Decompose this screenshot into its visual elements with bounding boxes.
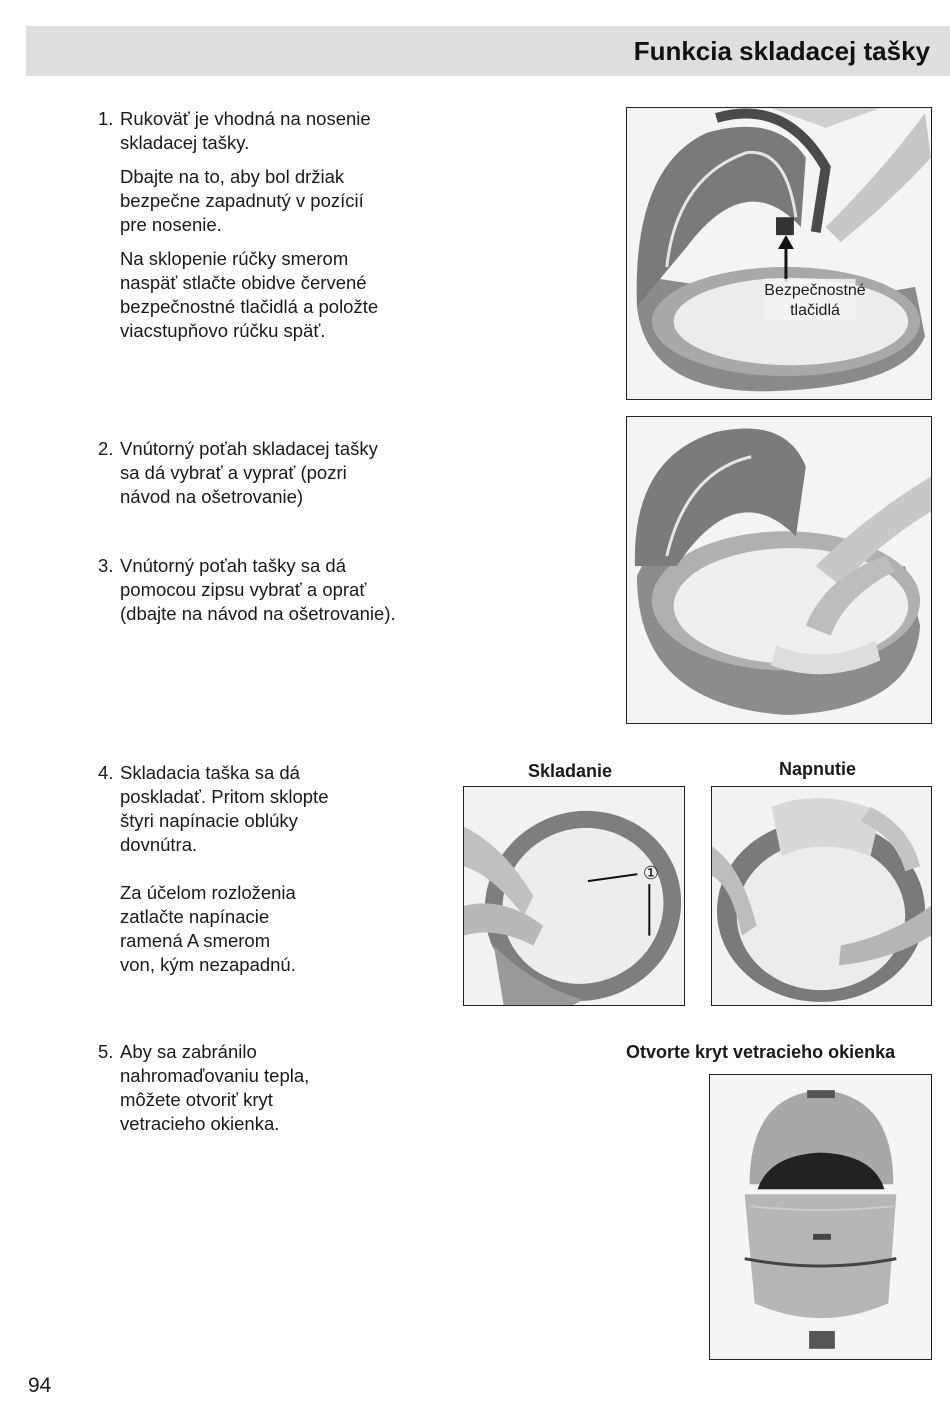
inner-cover-removal-photo <box>626 416 932 724</box>
carrycot-handle-photo <box>626 107 932 400</box>
step-paragraph: Za účelom rozloženia zatlačte napínacie ramená A smerom von, kým nezapadnú. <box>120 882 296 975</box>
page-header-bar <box>26 26 950 76</box>
step-paragraph: Skladacia taška sa dá poskladať. Pritom sklopte štyri napínacie oblúky dovnútra. <box>120 762 329 855</box>
safety-buttons-label: Bezpečnostné tlačidlá <box>764 282 866 319</box>
step-paragraph: Rukoväť je vhodná na nosenie skladacej tašky. <box>120 108 371 153</box>
carrycot-handle-illustration <box>627 108 931 399</box>
instruction-step-5 <box>98 1040 358 1146</box>
tensioning-illustration <box>712 787 931 1005</box>
page-number: 94 <box>28 1374 52 1397</box>
folding-photo <box>463 786 685 1006</box>
instruction-step-1 <box>98 107 388 353</box>
step-number: 3. <box>98 555 114 576</box>
step-number: 4. <box>98 762 114 783</box>
vent-window-illustration <box>710 1075 931 1359</box>
step-paragraph: Aby sa zabránilo nahromaďovaniu tepla, môžete otvoriť kryt vetracieho okienka. <box>120 1041 310 1134</box>
instruction-step-4 <box>98 761 358 987</box>
instruction-step-2 <box>98 437 398 519</box>
step-paragraph: Vnútorný poťah tašky sa dá pomocou zipsu vybrať a oprať (dbajte na návod na ošetrovanie). <box>120 555 396 624</box>
vent-window-photo <box>709 1074 932 1360</box>
instruction-step-3 <box>98 554 398 636</box>
step-number: 1. <box>98 108 114 129</box>
vent-caption: Otvorte kryt vetracieho okienka <box>626 1042 896 1062</box>
step-paragraph: Na sklopenie rúčky smerom naspäť stlačte obidve červené bezpečnostné tlačidlá a položte viacstupňovo rúčku späť. <box>120 248 379 341</box>
tensioning-photo <box>711 786 932 1006</box>
step-number: 2. <box>98 438 114 459</box>
step-paragraph: Dbajte na to, aby bol držiak bezpečne zapadnutý v pozícií pre nosenie. <box>120 166 364 235</box>
fold-caption: Skladanie <box>528 761 613 781</box>
inner-cover-removal-illustration <box>627 417 931 723</box>
step-paragraph: Vnútorný poťah skladacej tašky sa dá vybrať a vyprať (pozri návod na ošetrovanie) <box>120 438 378 507</box>
fold-marker: ① <box>642 863 660 883</box>
step-number: 5. <box>98 1041 114 1062</box>
tension-caption: Napnutie <box>779 759 857 779</box>
folding-illustration <box>464 787 684 1005</box>
page-title: Funkcia skladacej tašky <box>633 36 930 66</box>
